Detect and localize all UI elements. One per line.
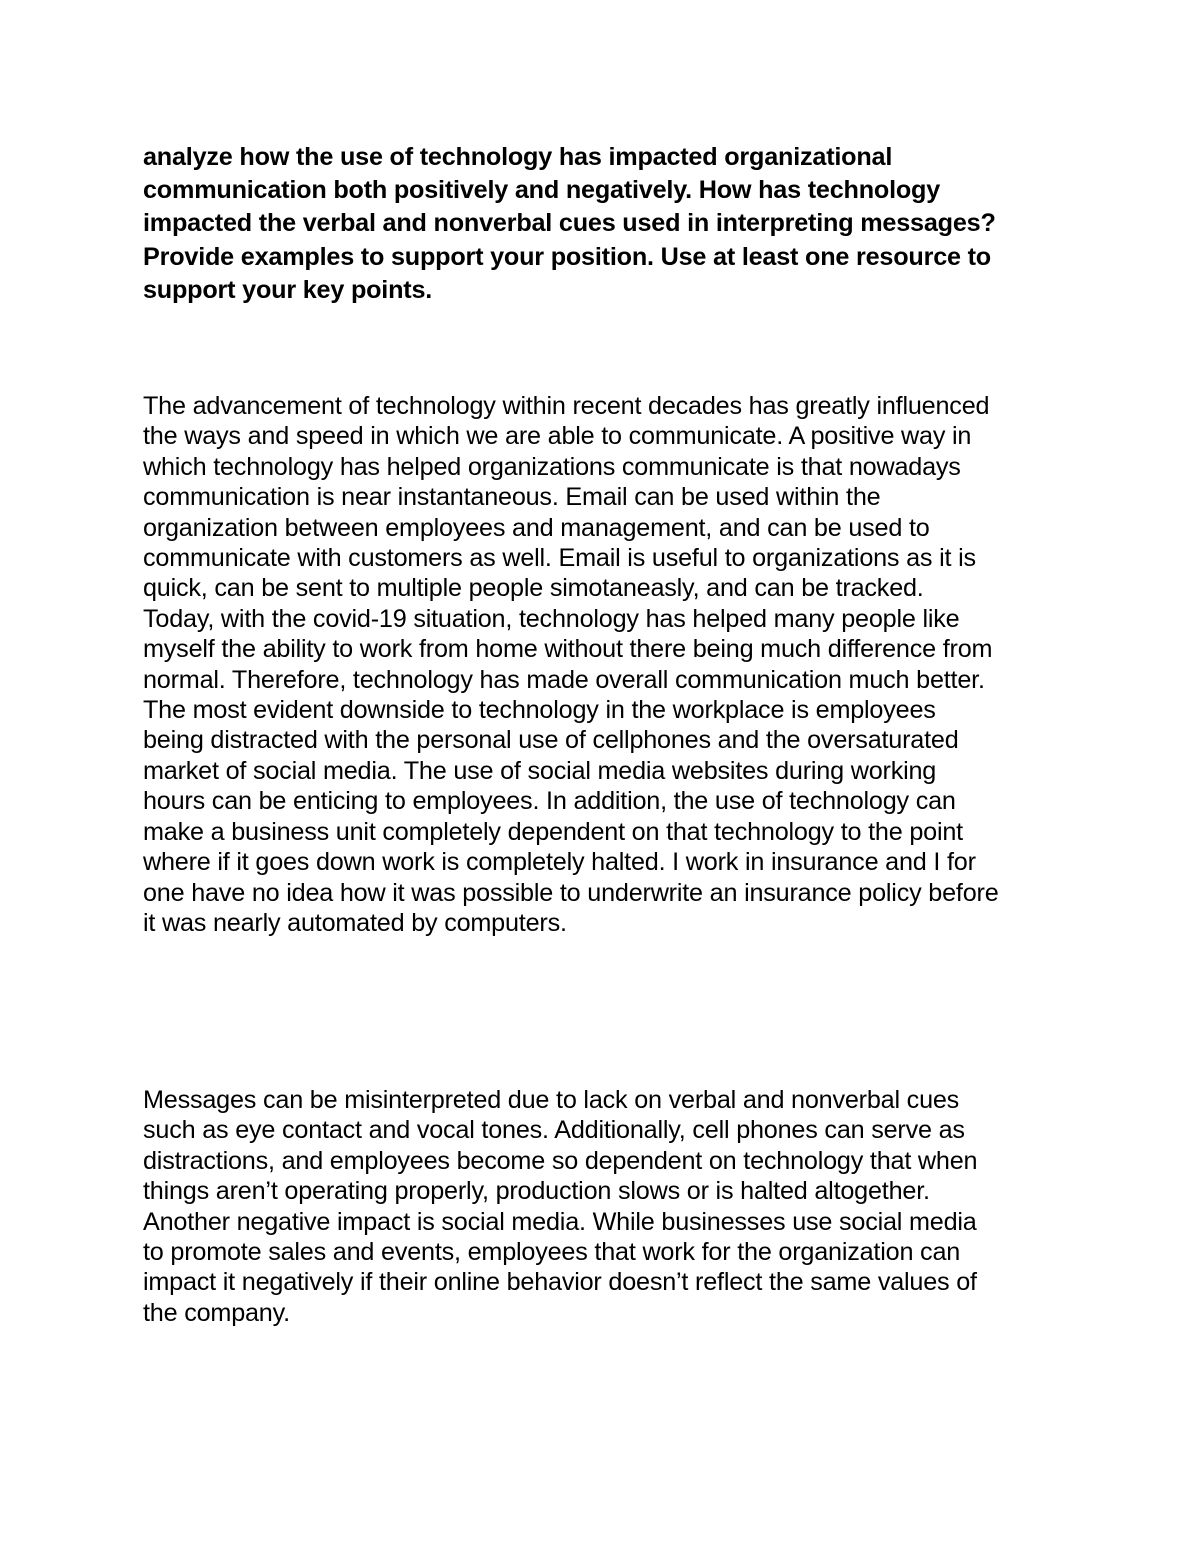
prompt-line: Provide examples to support your position. Use at least one resource to: [143, 242, 991, 271]
paragraph-line: Another negative impact is social media. While businesses use social media: [143, 1207, 977, 1236]
prompt-line: analyze how the use of technology has impacted organizational: [143, 143, 893, 171]
paragraph-line: The most evident downside to technology in the workplace is employees: [143, 696, 936, 725]
paragraph-line: distractions, and employees become so dependent on technology that when: [143, 1146, 978, 1175]
paragraph-line: quick, can be sent to multiple people simotaneasly, and can be tracked.: [143, 574, 924, 603]
paragraph-line: make a business unit completely dependent on that technology to the point: [143, 817, 963, 846]
assignment-prompt: [143, 141, 1083, 307]
prompt-line: support your key points.: [143, 275, 433, 304]
paragraph-line: such as eye contact and vocal tones. Additionally, cell phones can serve as: [143, 1116, 965, 1145]
paragraph-line: normal. Therefore, technology has made overall communication much better.: [143, 665, 985, 694]
paragraph-line: myself the ability to work from home without there being much difference from: [143, 635, 993, 664]
paragraph-line: things aren’t operating properly, production slows or is halted altogether.: [143, 1177, 930, 1206]
paragraph-line: where if it goes down work is completely halted. I work in insurance and I for: [143, 848, 976, 877]
paragraph-line: one have no idea how it was possible to underwrite an insurance policy before: [143, 878, 999, 907]
paragraph-line: market of social media. The use of social media websites during working: [143, 756, 937, 785]
response-paragraph-1: [143, 391, 1083, 938]
paragraph-line: which technology has helped organizations communicate is that nowadays: [143, 452, 961, 481]
paragraph-line: being distracted with the personal use of cellphones and the oversaturated: [143, 726, 959, 755]
paragraph-line: Messages can be misinterpreted due to lack on verbal and nonverbal cues: [143, 1086, 960, 1114]
paragraph-line: the ways and speed in which we are able to communicate. A positive way in: [143, 422, 972, 451]
prompt-line: communication both positively and negatively. How has technology: [143, 176, 941, 205]
paragraph-line: it was nearly automated by computers.: [143, 908, 567, 937]
paragraph-line: Today, with the covid-19 situation, technology has helped many people like: [143, 604, 960, 633]
paragraph-line: to promote sales and events, employees that work for the organization can: [143, 1238, 961, 1267]
paragraph-line: communication is near instantaneous. Email can be used within the: [143, 483, 881, 512]
paragraph-line: the company.: [143, 1298, 290, 1327]
prompt-line: impacted the verbal and nonverbal cues used in interpreting messages?: [143, 209, 996, 238]
response-paragraph-2: [143, 1085, 1083, 1328]
paragraph-line: organization between employees and management, and can be used to: [143, 513, 930, 542]
paragraph-line: hours can be enticing to employees. In addition, the use of technology can: [143, 787, 956, 816]
paragraph-line: communicate with customers as well. Email is useful to organizations as it is: [143, 544, 976, 573]
paragraph-line: impact it negatively if their online behavior doesn’t reflect the same values of: [143, 1268, 977, 1297]
paragraph-line: The advancement of technology within recent decades has greatly influenced: [143, 392, 990, 420]
